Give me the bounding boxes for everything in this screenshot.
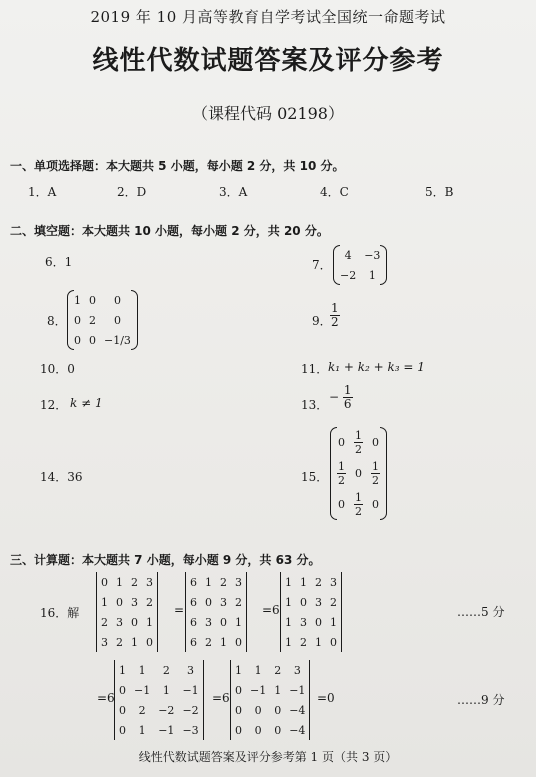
determinant-cell: −1	[250, 683, 267, 697]
determinant-cell: 1	[220, 635, 227, 649]
determinant-cell: 6	[190, 575, 197, 589]
determinant-3	[281, 572, 341, 652]
equals-sign: =	[174, 603, 185, 617]
answer-13-fraction	[329, 384, 353, 411]
determinant-cell: 3	[205, 615, 212, 629]
fraction-denominator: 6	[343, 397, 352, 411]
answer-9-fraction	[330, 302, 340, 329]
determinant-cell: 0	[235, 723, 242, 737]
determinant-cell: 1	[119, 663, 126, 677]
answer-11-expr: k₁ + k₂ + k₃ = 1	[328, 360, 425, 374]
determinant-cell: 1	[285, 635, 292, 649]
determinant-cell: 3	[220, 595, 227, 609]
determinant-cell: 1	[162, 683, 170, 697]
fraction-numerator: 1	[338, 460, 345, 473]
matrix-cell: 4	[344, 248, 352, 262]
determinant-cell: 1	[285, 595, 292, 609]
answer-7-label: 7．	[312, 258, 332, 272]
determinant-cell: −4	[289, 723, 306, 737]
equals-six: =6	[262, 603, 280, 617]
determinant-cell: −1	[182, 683, 199, 697]
determinant-cell: 0	[131, 615, 138, 629]
determinant-cell: 0	[274, 703, 282, 717]
determinant-cell: −3	[182, 723, 199, 737]
determinant-cell: 2	[235, 595, 242, 609]
answer-5: 5．B	[425, 185, 454, 199]
determinant-cell: 3	[131, 595, 138, 609]
determinant-cell: 1	[274, 683, 282, 697]
matrix-cell: 0	[113, 313, 121, 327]
matrix-cell: 0	[355, 467, 362, 480]
determinant-5	[231, 660, 309, 740]
determinant-cell: 1	[300, 575, 307, 589]
answer-15-matrix	[333, 427, 384, 520]
answer-11-label: 11．	[301, 362, 329, 376]
determinant-cell: 1	[235, 663, 242, 677]
determinant-cell: 2	[116, 635, 123, 649]
matrix-cell: 0	[338, 498, 345, 511]
determinant-cell: 2	[274, 663, 282, 677]
section2-heading: 二、填空题：本大题共 10 小题，每小题 2 分，共 20 分。	[10, 224, 329, 238]
matrix-cell: 1	[368, 268, 376, 282]
answer-13-label: 13．	[301, 398, 329, 412]
determinant-cell: −1	[134, 683, 151, 697]
determinant-cell: 1	[116, 575, 123, 589]
answer-4: 4．C	[320, 185, 349, 199]
fraction-denominator: 2	[372, 474, 379, 487]
determinant-cell: 6	[190, 615, 197, 629]
determinant-cell: 1	[285, 615, 292, 629]
determinant-cell: 3	[293, 663, 301, 677]
determinant-cell: 0	[119, 703, 126, 717]
determinant-4	[115, 660, 203, 740]
exam-header: 2019 年 10 月高等教育自学考试全国统一命题考试	[90, 8, 446, 26]
fraction-numerator: 1	[355, 429, 362, 442]
matrix-cell: 0	[89, 293, 96, 307]
answer-15-label: 15．	[301, 470, 329, 484]
matrix-cell: −3	[364, 248, 381, 262]
answer-8-label: 8．	[47, 314, 67, 328]
determinant-cell: 0	[254, 703, 262, 717]
fraction-numerator: 1	[372, 460, 379, 473]
determinant-cell: 0	[101, 575, 108, 589]
determinant-cell: 3	[187, 663, 195, 677]
answer-14: 14．36	[40, 470, 83, 484]
determinant-cell: −4	[289, 703, 306, 717]
section3-heading: 三、计算题：本大题共 7 小题，每小题 9 分，共 63 分。	[10, 553, 321, 567]
determinant-cell: 0	[330, 635, 337, 649]
matrix-cell: 2	[89, 313, 96, 327]
determinant-cell: 0	[205, 595, 212, 609]
determinant-cell: 0	[235, 683, 242, 697]
determinant-cell: 3	[330, 575, 337, 589]
determinant-cell: 2	[162, 663, 170, 677]
determinant-cell: 2	[138, 703, 146, 717]
equals-six: =6	[97, 691, 115, 705]
score-9: ……9 分	[457, 693, 505, 707]
determinant-cell: 0	[146, 635, 153, 649]
determinant-cell: 3	[300, 615, 307, 629]
determinant-cell: 3	[146, 575, 153, 589]
determinant-cell: 1	[315, 635, 322, 649]
matrix-cell: −1/3	[104, 333, 131, 347]
course-code: （课程代码 02198）	[192, 104, 344, 123]
determinant-cell: 1	[330, 615, 337, 629]
matrix-cell: 0	[89, 333, 96, 347]
matrix-cell: −2	[340, 268, 357, 282]
equals-zero: =0	[317, 691, 335, 705]
fraction-numerator: 1	[343, 383, 352, 397]
answer-10: 10．0	[40, 362, 75, 376]
determinant-cell: 2	[101, 615, 108, 629]
determinant-cell: 2	[330, 595, 337, 609]
equals-six: =6	[212, 691, 230, 705]
fraction-denominator: 2	[355, 505, 362, 518]
determinant-cell: 2	[220, 575, 227, 589]
fraction-denominator: 2	[355, 443, 362, 456]
determinant-cell: 1	[131, 635, 138, 649]
determinant-cell: 0	[220, 615, 227, 629]
determinant-cell: 2	[315, 575, 322, 589]
determinant-cell: 3	[315, 595, 322, 609]
answer-9-label: 9．	[312, 314, 332, 328]
page-footer: 线性代数试题答案及评分参考第 1 页（共 3 页）	[138, 750, 398, 764]
determinant-cell: 3	[101, 635, 108, 649]
determinant-cell: 0	[119, 723, 126, 737]
answer-6: 6．1	[45, 255, 73, 269]
determinant-cell: 1	[138, 663, 146, 677]
minus-sign: −	[329, 390, 340, 404]
determinant-cell: 2	[205, 635, 212, 649]
answer-3: 3．A	[219, 185, 248, 199]
fraction-numerator: 1	[331, 301, 339, 315]
determinant-cell: 0	[235, 635, 242, 649]
answer-1: 1．A	[28, 185, 57, 199]
determinant-cell: 1	[101, 595, 108, 609]
determinant-cell: 6	[190, 635, 197, 649]
determinant-cell: 1	[205, 575, 212, 589]
determinant-2	[186, 572, 246, 652]
matrix-cell: 1	[74, 293, 81, 307]
matrix-cell: 0	[372, 498, 379, 511]
determinant-cell: −1	[289, 683, 306, 697]
determinant-cell: 0	[116, 595, 123, 609]
matrix-cell: 0	[338, 436, 345, 449]
answer-12-label: 12．	[40, 398, 68, 412]
determinant-cell: 2	[300, 635, 307, 649]
determinant-cell: 2	[131, 575, 138, 589]
determinant-cell: 3	[235, 575, 242, 589]
determinant-cell: 1	[235, 615, 242, 629]
matrix-cell: 0	[74, 333, 81, 347]
answer-2: 2．D	[117, 185, 147, 199]
determinant-cell: 0	[235, 703, 242, 717]
matrix-cell: 0	[113, 293, 121, 307]
q16-label: 16．解	[40, 606, 80, 620]
determinant-cell: 0	[254, 723, 262, 737]
determinant-cell: 1	[146, 615, 153, 629]
determinant-cell: 1	[138, 723, 146, 737]
matrix-cell: 0	[74, 313, 81, 327]
determinant-cell: 0	[119, 683, 126, 697]
determinant-cell: 0	[274, 723, 282, 737]
determinant-1	[97, 572, 157, 652]
determinant-cell: 3	[116, 615, 123, 629]
determinant-cell: 1	[254, 663, 262, 677]
fraction-numerator: 1	[355, 491, 362, 504]
determinant-cell: 0	[315, 615, 322, 629]
page-title: 线性代数试题答案及评分参考	[92, 46, 444, 76]
determinant-cell: 1	[285, 575, 292, 589]
matrix-cell: 0	[372, 436, 379, 449]
determinant-cell: −1	[158, 723, 175, 737]
fraction-denominator: 2	[338, 474, 345, 487]
fraction-denominator: 2	[331, 315, 339, 329]
determinant-cell: 6	[190, 595, 197, 609]
determinant-cell: 2	[146, 595, 153, 609]
determinant-cell: −2	[158, 703, 175, 717]
section1-heading: 一、单项选择题：本大题共 5 小题，每小题 2 分，共 10 分。	[10, 159, 345, 173]
answer-12-expr: k ≠ 1	[70, 396, 103, 410]
answer-7-matrix	[336, 245, 384, 285]
determinant-cell: −2	[182, 703, 199, 717]
answer-8-matrix	[70, 290, 135, 350]
score-5: ……5 分	[457, 605, 505, 619]
determinant-cell: 0	[300, 595, 307, 609]
